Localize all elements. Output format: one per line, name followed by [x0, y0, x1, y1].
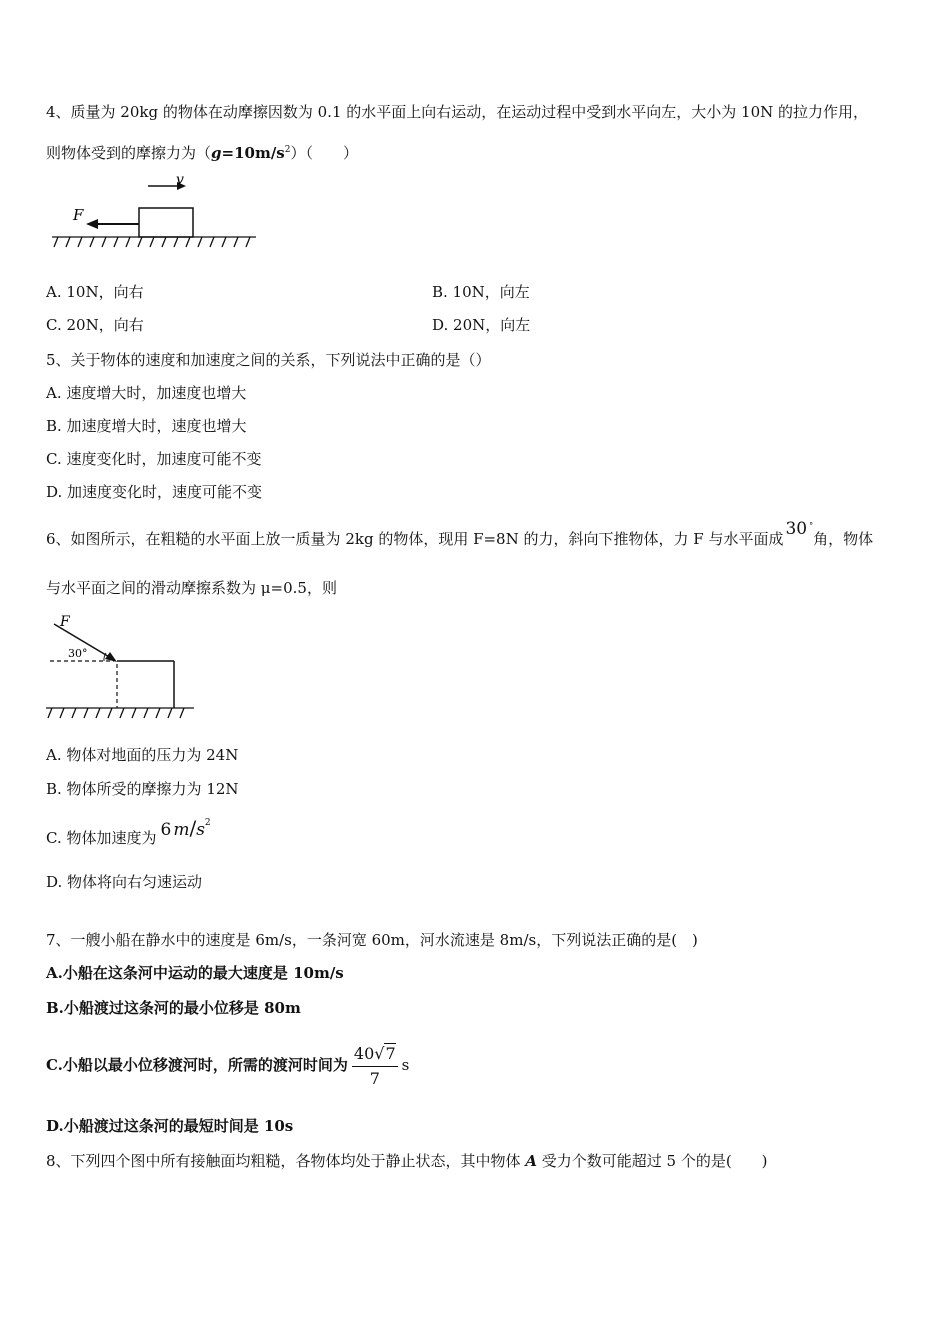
q6-block	[117, 661, 174, 708]
q4-stem-line2	[46, 140, 358, 163]
sqrt-icon: √	[374, 1043, 385, 1063]
q7-option-c-fraction	[352, 1044, 398, 1089]
q4-stem-text-1: 4、质量为 20kg 的物体在动摩擦因数为 0.1 的水平面上向右运动，在运动过程中受到水平向左，大小为 10N 的拉力作用，	[46, 103, 869, 121]
q7-stem-text: 7、一艘小船在静水中的速度是 6m/s，一条河宽 60m，河水流速是 8m/s，下列说法正确的是( )	[46, 931, 698, 949]
q6-option-d[interactable]	[46, 872, 202, 892]
q7-stem	[46, 930, 698, 950]
q6-option-c-slash: /	[189, 816, 197, 840]
q5-option-c-text: C. 速度变化时，加速度可能不变	[46, 450, 262, 468]
q5-option-d-text: D. 加速度变化时，速度可能不变	[46, 483, 263, 501]
q6-stem-text-1b: 角，物体	[813, 530, 874, 548]
q5-option-c[interactable]	[46, 449, 261, 469]
q6-option-a[interactable]	[46, 745, 238, 765]
q6-option-b-text: B. 物体所受的摩擦力为 12N	[46, 780, 239, 798]
q6-figure	[44, 612, 204, 722]
q6-option-c-unit-s: s	[196, 820, 205, 840]
q4-option-d-text: D. 20N，向左	[432, 316, 531, 334]
q7-numerator-coefficient: 40	[353, 1043, 375, 1063]
q6-option-c-exponent: 2	[204, 818, 211, 828]
q4-option-a-text: A. 10N，向右	[46, 283, 144, 301]
q7-option-c-unit: s	[401, 1056, 410, 1074]
q5-stem	[46, 350, 491, 370]
q6-angle-label: 30°	[68, 647, 88, 660]
q4-option-a[interactable]	[46, 282, 144, 302]
q4-g-exponent: 2	[284, 145, 291, 155]
q6-option-a-text: A. 物体对地面的压力为 24N	[46, 746, 239, 764]
q4-g-symbol: g	[211, 144, 222, 162]
q4-figure	[46, 172, 266, 252]
q6-option-c[interactable]	[46, 816, 211, 851]
q6-option-d-text: D. 物体将向右匀速运动	[46, 873, 203, 891]
q4-ground	[52, 237, 256, 247]
q4-g-value: =10m/s	[221, 144, 285, 162]
q4-force-arrow	[86, 219, 139, 229]
q6-stem-text-1a: 6、如图所示，在粗糙的水平面上放一质量为 2kg 的物体，现用 F=8N 的力，斜向下推物体，力 F 与水平面成	[46, 530, 784, 548]
q5-option-a[interactable]	[46, 383, 246, 403]
q5-option-b-text: B. 加速度增大时，速度也增大	[46, 417, 247, 435]
q6-ground	[46, 708, 194, 718]
q6-force-label: F	[60, 614, 70, 630]
q4-option-b-text: B. 10N，向左	[432, 283, 530, 301]
q7-numerator-radicand: 7	[385, 1043, 396, 1063]
q4-stem-text-2b: ）（ ）	[290, 144, 359, 162]
q5-stem-text: 5、关于物体的速度和加速度之间的关系，下列说法中正确的是（）	[46, 351, 491, 369]
q7-option-c[interactable]	[46, 1035, 409, 1095]
q7-option-d[interactable]	[46, 1116, 293, 1136]
q6-option-c-value: 6	[160, 820, 172, 840]
q6-option-c-text: C. 物体加速度为	[46, 829, 157, 847]
q6-angle-value: 30	[785, 519, 808, 539]
q4-velocity-label: v	[176, 172, 184, 188]
q6-option-b[interactable]	[46, 779, 239, 799]
q4-force-label: F	[73, 206, 84, 224]
q7-option-b[interactable]	[46, 998, 301, 1018]
q8-stem-text-a: 8、下列四个图中所有接触面均粗糙，各物体均处于静止状态，其中物体	[46, 1152, 521, 1170]
q7-option-a[interactable]	[46, 963, 344, 983]
q4-option-d[interactable]	[432, 315, 530, 335]
q4-stem-line1	[46, 102, 868, 122]
q6-stem-line2	[46, 578, 337, 598]
q7-option-c-text: C.小船以最小位移渡河时，所需的渡河时间为	[46, 1056, 348, 1074]
q4-option-b[interactable]	[432, 282, 530, 302]
q6-option-c-unit-m: m	[173, 820, 190, 840]
q5-option-d[interactable]	[46, 482, 262, 502]
q4-option-c[interactable]	[46, 315, 144, 335]
q7-fraction-numerator	[352, 1044, 398, 1067]
q5-option-a-text: A. 速度增大时，加速度也增大	[46, 384, 247, 402]
q7-option-a-text: A.小船在这条河中运动的最大速度是 10m/s	[46, 964, 344, 982]
q7-option-d-text: D.小船渡过这条河的最短时间是 10s	[46, 1117, 294, 1135]
q5-option-b[interactable]	[46, 416, 247, 436]
q6-stem-line1	[46, 519, 874, 552]
q8-object-label: A	[525, 1152, 537, 1170]
q7-option-b-text: B.小船渡过这条河的最小位移是 80m	[46, 999, 301, 1017]
q4-option-c-text: C. 20N，向右	[46, 316, 144, 334]
q6-angle-degree: °	[809, 521, 814, 530]
q6-stem-text-2: 与水平面之间的滑动摩擦系数为 μ=0.5，则	[46, 579, 337, 597]
q8-stem	[46, 1151, 768, 1171]
q4-block	[139, 208, 193, 237]
q7-fraction-denominator: 7	[369, 1068, 380, 1088]
q4-stem-text-2a: 则物体受到的摩擦力为（	[46, 144, 212, 162]
q8-stem-text-b: 受力个数可能超过 5 个的是( )	[541, 1152, 768, 1170]
